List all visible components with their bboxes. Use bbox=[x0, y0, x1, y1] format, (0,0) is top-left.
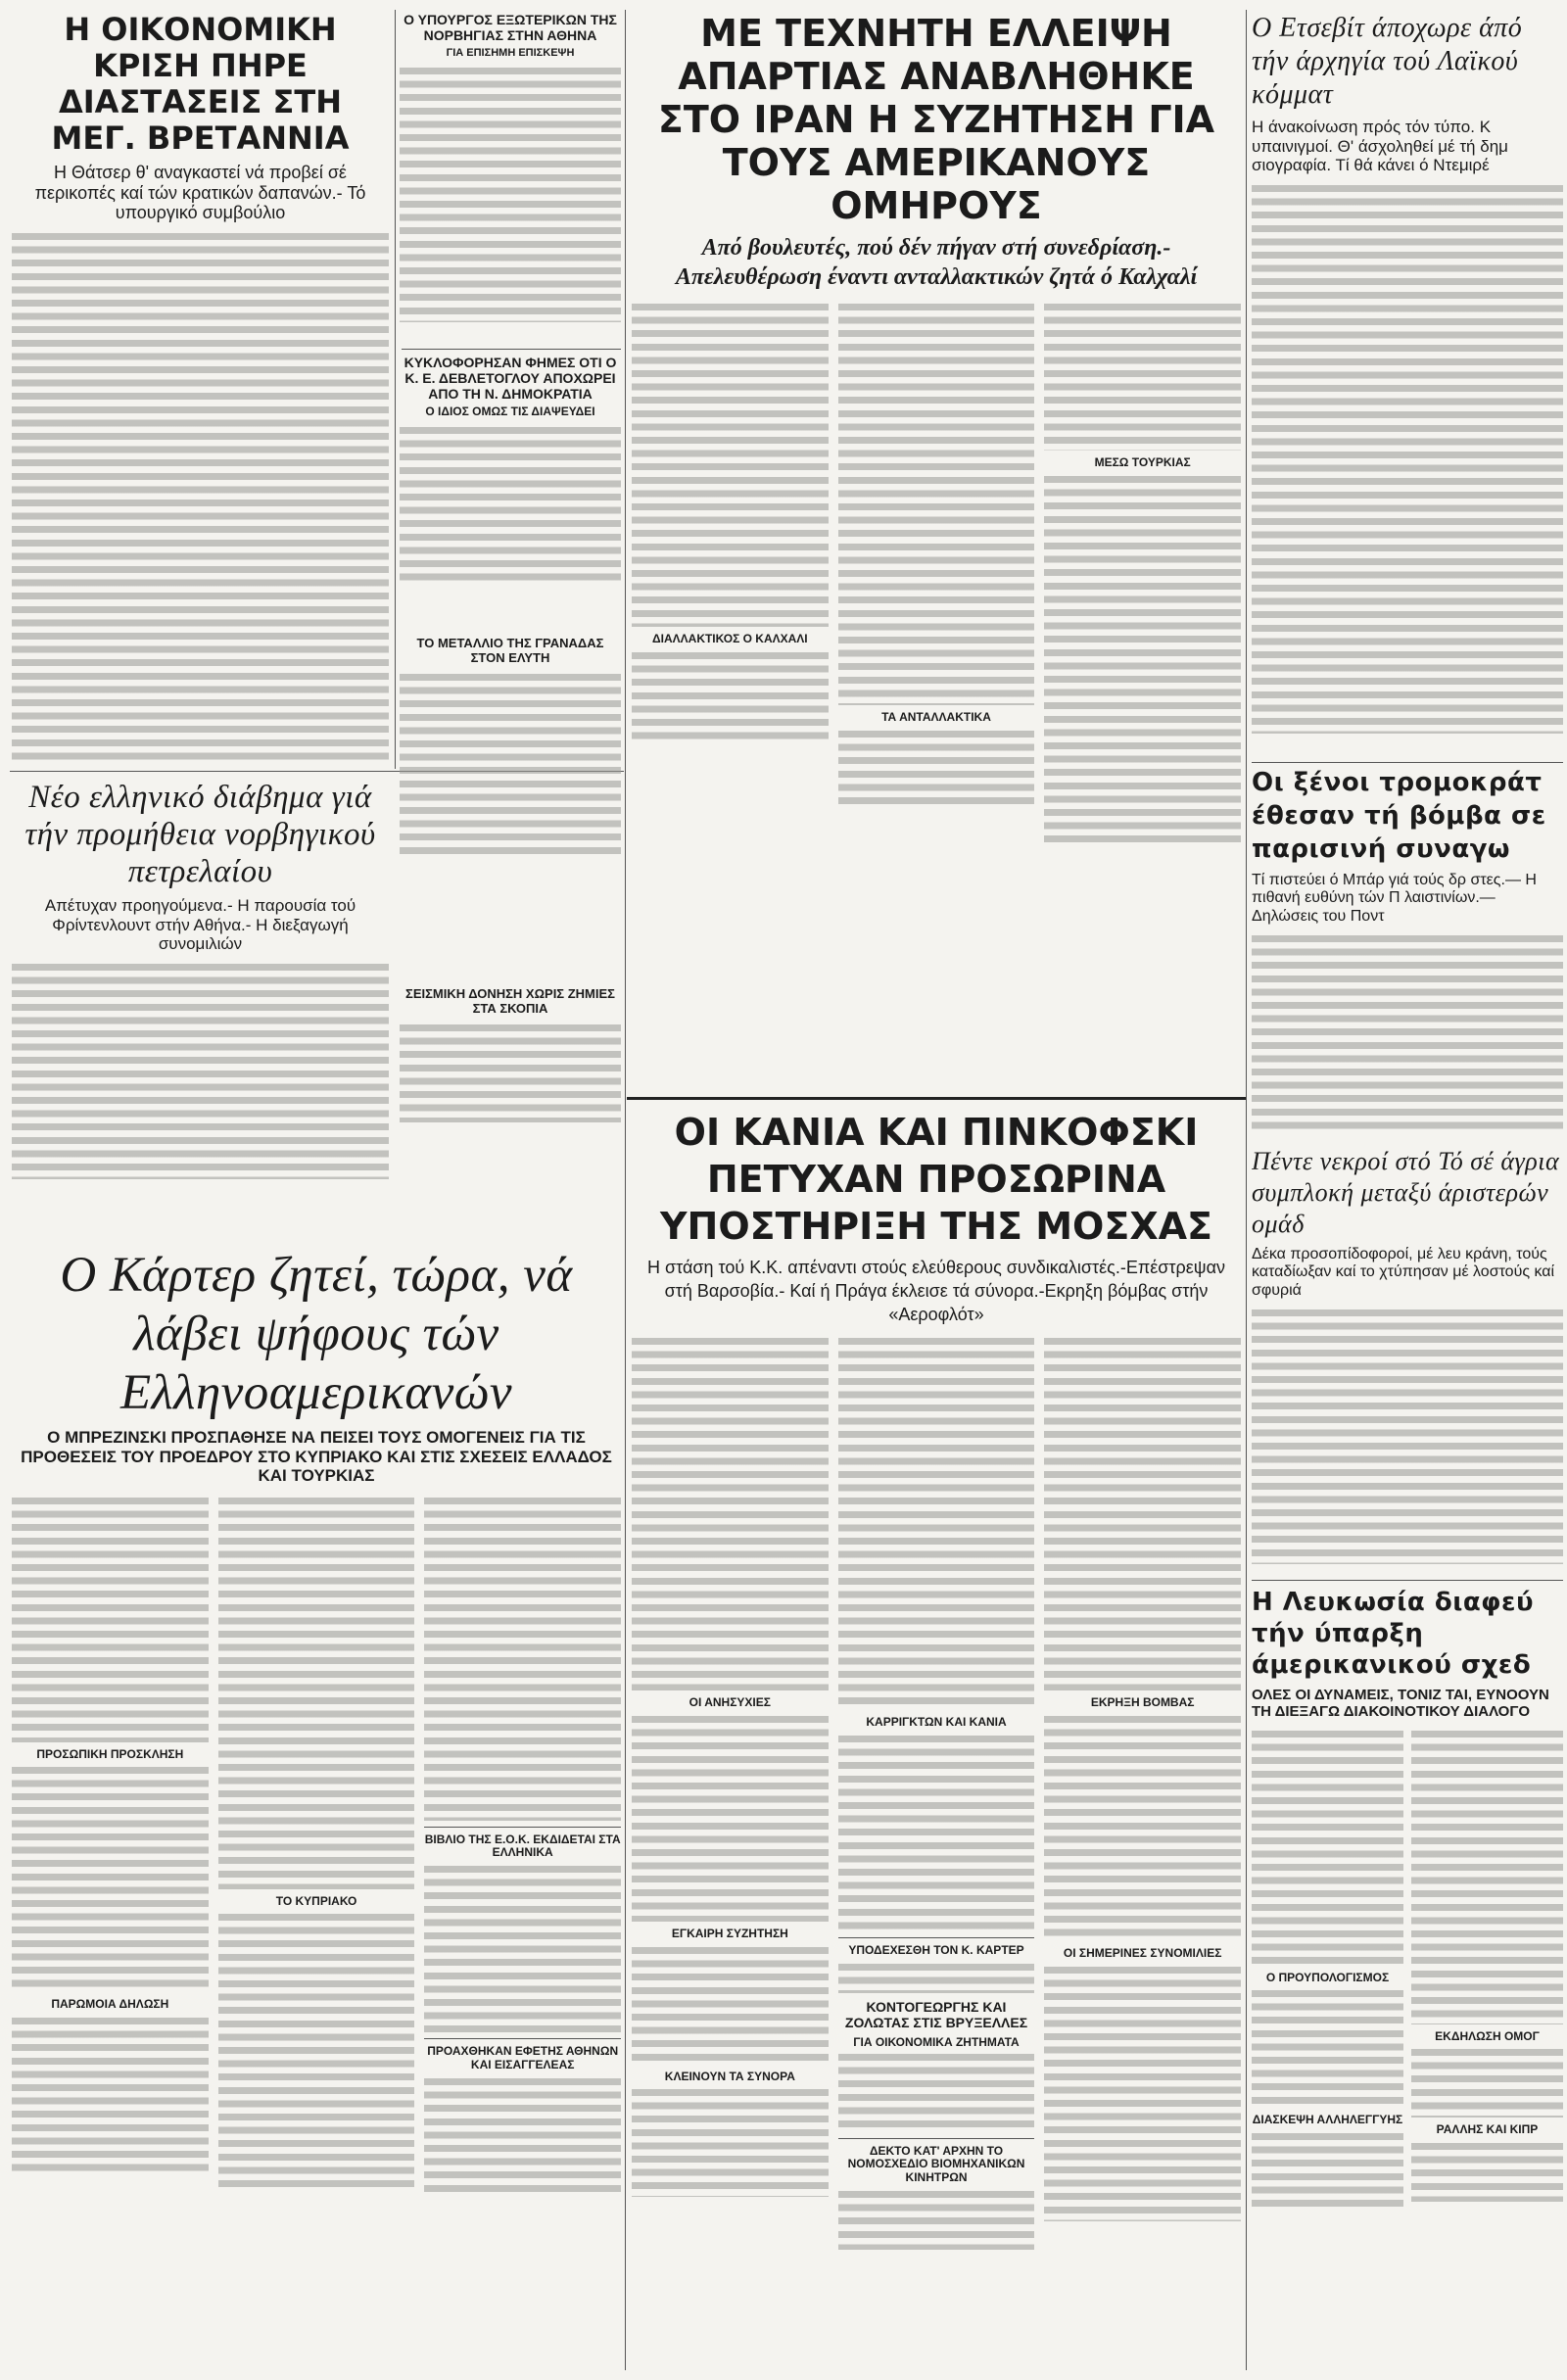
paris-bomb-headline: Οι ξένοι τρομοκράτ έθεσαν τή βόμβα σε παρισινή συναγω bbox=[1252, 768, 1546, 864]
column-rule bbox=[1246, 10, 1247, 2370]
uk-crisis-subhead: Η Θάτσερ θ' αναγκαστεί νά προβεί σέ περικοπές καί τών κρατικών δαπανών.- Τό υπουργικό συμβούλιο bbox=[34, 163, 366, 223]
nicosia-column bbox=[1411, 1731, 1563, 2213]
iran-hostages-article bbox=[632, 12, 1241, 1089]
brussels-headline: ΚΟΝΤΟΓΕΩΡΓΗΣ ΚΑΙ ΖΟΛΩΤΑΣ ΣΤΙΣ ΒΡΥΞΕΛΛΕΣ bbox=[844, 1998, 1028, 2030]
tokyo-clash-body bbox=[1252, 1309, 1563, 1564]
nicosia-section-heading: ΔΙΑΣΚΕΨΗ ΑΛΛΗΛΕΓΓΥΗΣ bbox=[1252, 2113, 1403, 2127]
poland-body bbox=[1044, 1338, 1241, 1690]
poland-headline: ΟΙ ΚΑΝΙΑ ΚΑΙ ΠΙΝΚΟΦΣΚΙ ΠΕΤΥΧΑΝ ΠΡΟΣΩΡΙΝΑ ΥΠΟΣΤΗΡΙΞΗ ΤΗΣ ΜΟΣΧΑΣ bbox=[660, 1111, 1212, 1248]
poland-body bbox=[632, 1716, 829, 1922]
carter-headline: Ο Κάρτερ ζητεί, τώρα, νά λάβει ψήφους τών Ελληνοαμερικανών bbox=[60, 1248, 573, 1420]
skopje-quake-body bbox=[400, 1024, 621, 1122]
poland-column bbox=[1044, 1338, 1241, 2250]
carter-column bbox=[218, 1498, 415, 2196]
norway-minister-article bbox=[400, 12, 621, 345]
iran-column bbox=[632, 304, 829, 848]
carter-subhead: Ο ΜΠΡΕΖΙΝΣΚΙ ΠΡΟΣΠΑΘΗΣΕ ΝΑ ΠΕΙΣΕΙ ΤΟΥΣ ΟΜΟΓΕΝΕΙΣ ΓΙΑ ΤΙΣ ΠΡΟΘΕΣΕΙΣ ΤΟΥ ΠΡΟΕΔΡΟΥ ΣΤΟ ΚΥΠΡΙΑΚΟ ΚΑΙ ΣΤΙΣ ΣΧΕΣΕΙΣ ΕΛΛΑΔΟΣ ΚΑΙ ΤΟΥΡΚΙΑΣ bbox=[21, 1428, 612, 1486]
nicosia-body bbox=[1252, 2133, 1403, 2212]
ecevit-body bbox=[1252, 185, 1563, 734]
devletoglou-body bbox=[400, 427, 621, 584]
poland-article bbox=[632, 1109, 1241, 2372]
carter-body bbox=[12, 2018, 209, 2174]
nicosia-column bbox=[1252, 1731, 1403, 2213]
devletoglou-headline: ΚΥΚΛΟΦΟΡΗΣΑΝ ΦΗΜΕΣ ΟΤΙ Ο Κ. Ε. ΔΕΒΛΕΤΟΓΛΟΥ ΑΠΟΧΩΡΕΙ ΑΠΟ ΤΗ Ν. ΔΗΜΟΚΡΑΤΙΑ bbox=[404, 355, 617, 403]
column-rule bbox=[625, 10, 626, 2370]
poland-column bbox=[632, 1338, 829, 2250]
norway-minister-body bbox=[400, 68, 621, 322]
iran-body bbox=[838, 731, 1035, 809]
carter-column bbox=[12, 1498, 209, 2196]
carter-body bbox=[12, 1767, 209, 1992]
section-rule bbox=[838, 2138, 1035, 2139]
poland-column bbox=[838, 1338, 1035, 2250]
devletoglou-subhead: Ο ΙΔΙΟΣ ΟΜΩΣ ΤΙΣ ΔΙΑΨΕΥΔΕΙ bbox=[425, 405, 595, 419]
section-rule bbox=[424, 2038, 621, 2039]
norway-minister-headline: Ο ΥΠΟΥΡΓΟΣ ΕΞΩΤΕΡΙΚΩΝ ΤΗΣ ΝΟΡΒΗΓΙΑΣ ΣΤΗΝ ΑΘΗΝΑ bbox=[404, 12, 617, 44]
nicosia-body bbox=[1252, 1990, 1403, 2108]
iran-section-heading: ΔΙΑΛΛΑΚΤΙΚΟΣ Ο ΚΑΛΧΑΛΙ bbox=[652, 632, 808, 645]
poland-section-heading: ΚΛΕΙΝΟΥΝ ΤΑ ΣΥΝΟΡΑ bbox=[664, 2069, 795, 2083]
judges-promoted-headline: ΠΡΟΑΧΘΗΚΑΝ ΕΦΕΤΗΣ ΑΘΗΝΩΝ ΚΑΙ ΕΙΣΑΓΓΕΛΕΑΣ bbox=[427, 2044, 619, 2072]
iran-column bbox=[838, 304, 1035, 848]
carter-body bbox=[218, 1914, 415, 2188]
judges-promoted-body bbox=[424, 2078, 621, 2196]
uk-crisis-headline: Η ΟΙΚΟΝΟΜΙΚΗ ΚΡΙΣΗ ΠΗΡΕ ΔΙΑΣΤΑΣΕΙΣ ΣΤΗ ΜΕΓ. ΒΡΕΤΑΝΝΙΑ bbox=[51, 12, 350, 157]
nicosia-body bbox=[1411, 2049, 1563, 2118]
iran-section-heading: ΤΑ ΑΝΤΑΛΛΑΚΤΙΚΑ bbox=[881, 710, 991, 724]
paris-bomb-article bbox=[1252, 766, 1563, 1138]
nicosia-body bbox=[1411, 1731, 1563, 2024]
section-rule bbox=[838, 1937, 1035, 1938]
carter-article bbox=[12, 1246, 621, 2372]
nicosia-section-heading: Ο ΠΡΟΥΠΟΛΟΓΙΣΜΟΣ bbox=[1265, 1970, 1390, 1984]
poland-body bbox=[838, 1964, 1035, 1993]
norway-oil-subhead: Απέτυχαν προηγούμενα.- Η παρουσία τού Φρίντενλουντ στήν Αθήνα.- Η διεξαγωγή συνομιλιών bbox=[44, 896, 356, 954]
poland-body bbox=[838, 1736, 1035, 1931]
norway-oil-body bbox=[12, 964, 389, 1179]
poland-section-heading: ΚΑΡΡΙΓΚΤΩΝ ΚΑΙ ΚΑΝΙΑ bbox=[866, 1715, 1007, 1729]
carter-body bbox=[12, 1498, 209, 1742]
iran-section-heading: ΜΕΣΩ ΤΟΥΡΚΙΑΣ bbox=[1094, 455, 1191, 469]
eec-book-body bbox=[424, 1866, 621, 2032]
carter-body bbox=[424, 1498, 621, 1821]
poland-body bbox=[1044, 1967, 1241, 2221]
nicosia-body bbox=[1411, 2143, 1563, 2202]
nicosia-article bbox=[1252, 1587, 1563, 2370]
tokyo-clash-article bbox=[1252, 1146, 1563, 1577]
section-rule bbox=[1252, 1580, 1563, 1581]
carter-section-heading: ΠΑΡΩΜΟΙΑ ΔΗΛΩΣΗ bbox=[51, 1997, 169, 2012]
ecevit-article bbox=[1252, 12, 1563, 756]
carter-column bbox=[424, 1498, 621, 2196]
poland-section-heading: ΟΙ ΣΗΜΕΡΙΝΕΣ ΣΥΝΟΜΙΛΙΕΣ bbox=[1063, 1945, 1222, 1960]
poland-section-heading: ΟΙ ΑΝΗΣΥΧΙΕΣ bbox=[689, 1695, 771, 1709]
column-rule bbox=[395, 10, 396, 769]
skopje-quake-headline: ΣΕΙΣΜΙΚΗ ΔΟΝΗΣΗ ΧΩΡΙΣ ΖΗΜΙΕΣ ΣΤΑ ΣΚΟΠΙΑ bbox=[405, 987, 615, 1016]
iran-column bbox=[1044, 304, 1241, 848]
nicosia-section-heading: ΡΑΛΛΗΣ ΚΑΙ ΚΙΠΡ bbox=[1436, 2122, 1539, 2137]
norway-minister-subhead: ΓΙΑ ΕΠΙΣΗΜΗ ΕΠΙΣΚΕΨΗ bbox=[446, 47, 575, 60]
nicosia-body bbox=[1252, 1731, 1403, 1966]
devletoglou-article bbox=[400, 355, 621, 629]
tokyo-clash-subhead: Δέκα προσοπίδοφοροί, μέ λευ κράνη, τούς καταδίωξαν καί το χτύπησαν μέ λοστούς καί σφυριά bbox=[1252, 1246, 1555, 1299]
carter-section-heading: ΠΡΟΣΩΠΙΚΗ ΠΡΟΣΚΛΗΣΗ bbox=[36, 1746, 184, 1761]
industrial-bill-body bbox=[838, 2191, 1035, 2250]
poland-section-heading: ΕΓΚΑΙΡΗ ΣΥΖΗΤΗΣΗ bbox=[671, 1926, 788, 1940]
iran-hostages-subhead: Από βουλευτές, πού δέν πήγαν στή συνεδρίαση.- Απελευθέρωση έναντι ανταλλακτικών ζητά ό Καλχαλί bbox=[675, 235, 1198, 290]
section-rule bbox=[402, 349, 621, 350]
iran-body bbox=[1044, 304, 1241, 451]
poland-section-heading: ΥΠΟΔΕΧΕΣΘΗ ΤΟΝ Κ. ΚΑΡΤΕΡ bbox=[848, 1942, 1024, 1957]
iran-body bbox=[1044, 476, 1241, 848]
granada-medal-headline: ΤΟ ΜΕΤΑΛΛΙΟ ΤΗΣ ΓΡΑΝΑΔΑΣ ΣΤΟΝ ΕΛΥΤΗ bbox=[416, 637, 604, 665]
eec-book-headline: ΒΙΒΛΙΟ ΤΗΣ Ε.Ο.Κ. ΕΚΔΙΔΕΤΑΙ ΣΤΑ ΕΛΛΗΝΙΚΑ bbox=[424, 1832, 621, 1860]
granada-medal-article bbox=[400, 637, 621, 881]
uk-crisis-body bbox=[12, 233, 389, 766]
tokyo-clash-headline: Πέντε νεκροί στό Τό σέ άγρια συμπλοκή μεταξύ άριστερών ομάδ bbox=[1252, 1147, 1560, 1238]
norway-oil-article bbox=[12, 779, 389, 1239]
poland-body bbox=[1044, 1716, 1241, 1941]
norway-oil-headline: Νέο ελληνικό διάβημα γιά τήν προμήθεια νορβηγικού πετρελαίου bbox=[24, 780, 376, 889]
iran-hostages-headline: ΜΕ ΤΕΧΝΗΤΗ ΕΛΛΕΙΨΗ ΑΠΑΡΤΙΑΣ ΑΝΑΒΛΗΘΗΚΕ ΣΤΟ ΙΡΑΝ Η ΣΥΖΗΤΗΣΗ ΓΙΑ ΤΟΥΣ ΑΜΕΡΙΚΑΝΟΥΣ ΟΜΗΡΟΥΣ bbox=[657, 12, 1215, 227]
poland-subhead: Η στάση τού Κ.Κ. απέναντι στούς ελεύθερους συνδικαλιστές.-Επέστρεψαν στή Βαρσοβία.- Καί ή Πράγα έκλεισε τά σύνορα.-Εκρηξη βόμβας στήν «Αεροφλότ» bbox=[646, 1258, 1226, 1324]
poland-body bbox=[838, 1338, 1035, 1710]
ecevit-subhead: Η άνακοίνωση πρός τόν τύπο. Κ υπαινιγμοί. Θ' άσχοληθεί μέ τή δημ σιογραφία. Τί θά κάνει ό Ντεμιρέ bbox=[1252, 118, 1508, 175]
brussels-subhead: ΓΙΑ ΟΙΚΟΝΟΜΙΚΑ ΖΗΤΗΜΑΤΑ bbox=[853, 2034, 1020, 2049]
iran-body bbox=[838, 304, 1035, 705]
poland-body bbox=[632, 1947, 829, 2065]
iran-body bbox=[632, 304, 829, 627]
carter-section-heading: ΤΟ ΚΥΠΡΙΑΚΟ bbox=[275, 1893, 357, 1908]
iran-body bbox=[632, 652, 829, 740]
section-rule bbox=[1252, 762, 1563, 763]
paris-bomb-subhead: Τί πιστεύει ό Μπάρ γιά τούς δρ στες.— Η πιθανή ευθύνη τών Π λαιστινίων.— Δηλώσεις του Ποντ bbox=[1252, 872, 1537, 925]
poland-body bbox=[632, 2089, 829, 2197]
skopje-quake-article bbox=[400, 987, 621, 1144]
poland-body bbox=[632, 1338, 829, 1690]
nicosia-subhead: ΟΛΕΣ ΟΙ ΔΥΝΑΜΕΙΣ, ΤΟΝΙΖ ΤΑΙ, ΕΥΝΟΟΥΝ ΤΗ ΔΙΕΞΑΓΩ ΔΙΑΚΟΙΝΟΤΙΚΟΥ ΔΙΑΛΟΓΟ bbox=[1252, 1687, 1549, 1721]
ecevit-headline: Ο Ετσεβίτ άποχωρε άπό τήν άρχηγία τού Λαϊκού κόμματ bbox=[1252, 13, 1523, 110]
section-rule bbox=[627, 1097, 1246, 1100]
section-rule bbox=[424, 1827, 621, 1828]
uk-crisis-article bbox=[12, 12, 389, 766]
industrial-bill-headline: ΔΕΚΤΟ ΚΑΤ' ΑΡΧΗΝ ΤΟ ΝΟΜΟΣΧΕΔΙΟ ΒΙΟΜΗΧΑΝΙΚΩΝ ΚΙΝΗΤΡΩΝ bbox=[847, 2143, 1025, 2185]
nicosia-headline: Η Λευκωσία διαφεύ τήν ύπαρξη άμερικανικού σχεδ bbox=[1252, 1588, 1535, 1680]
granada-medal-body bbox=[400, 674, 621, 860]
brussels-body bbox=[838, 2054, 1035, 2132]
carter-body bbox=[218, 1498, 415, 1889]
poland-section-heading: ΕΚΡΗΞΗ ΒΟΜΒΑΣ bbox=[1090, 1695, 1195, 1709]
nicosia-section-heading: ΕΚΔΗΛΩΣΗ ΟΜΟΓ bbox=[1435, 2028, 1540, 2043]
paris-bomb-body bbox=[1252, 935, 1563, 1131]
